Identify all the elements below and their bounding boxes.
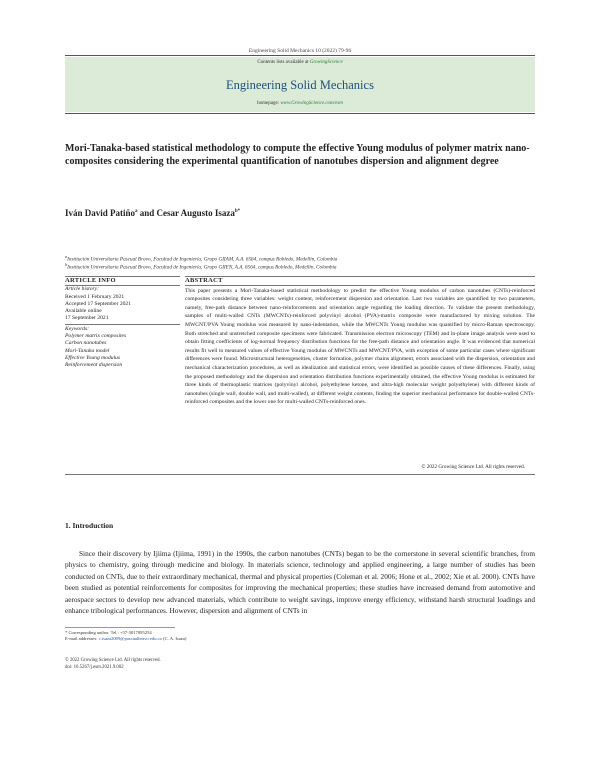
keyword-item: Reinforcement dispersion: [65, 362, 123, 369]
author-2: Cesar Augusto Isaza: [156, 208, 235, 218]
email-label: E-mail addresses:: [65, 636, 99, 642]
history-item: Received 1 February 2021: [65, 293, 125, 300]
footnotes: [65, 630, 535, 643]
journal-title: Engineering Solid Mechanics: [226, 78, 374, 92]
affiliation-b: [65, 262, 535, 271]
affil-b-text: Institución Universitaria Pascual Bravo, Facultad de Ingeniería, Grupo GIIEN, A.A. 6564, campus Robledo, Medellín, Colombia: [67, 264, 337, 271]
email-suffix: (C. A. Isaza): [161, 636, 187, 642]
abstract-bottom-rule: [65, 474, 535, 475]
footer-doi: doi: 10.5267/j.esm.2021.9.002: [65, 664, 124, 670]
author-joiner: and: [137, 208, 157, 218]
keyword-item: Mori-Tanaka model: [65, 347, 110, 354]
homepage-prefix: homepage:: [257, 101, 281, 106]
contents-site-link[interactable]: GrowingScience: [309, 60, 343, 65]
corresponding-author: * Corresponding author. Tel.: +57-3017095254: [65, 630, 152, 635]
abstract: [185, 277, 535, 407]
header-rule: [65, 55, 535, 56]
article-info-heading: ARTICLE INFO: [65, 277, 116, 284]
author-1: Iván David Patiño: [65, 208, 136, 218]
footnote-rule: [65, 627, 175, 628]
author-2-sup: b*: [234, 209, 241, 214]
keyword-item: Polymer matrix composites: [65, 333, 127, 340]
introduction-text: Since their discovery by Ijiima (Ijiima, 1991) in the 1990s, the carbon nanotubes (CNTs) began to be the cornerstone in several scientific branches, from physics to chemistry, going through medicine and biology. In materials science, technology and applied engineering, a large number of studies has been conducted on CNTs, due to their extraordinary mechanical, thermal and physical properties (Coleman et al. 2006; Hone et al., 2002; Xie et al. 2000). CNTs have been studied as potential reinforcements for composites for improving the mechanical properties; these studies have increased demand from automotive and aerospace sectors to develop new advanced materials, which contribute to weight savings, improve energy efficiency, withstand harsh structural loadings and enhance tribological performances. However, dispersion and alignment of CNTs in: [65, 549, 535, 616]
introduction-heading: 1. Introduction: [65, 521, 114, 530]
footer-copyright: © 2022 Growing Science Ltd. All rights reserved.: [65, 658, 161, 663]
keyword-item: Carbon nanotubes: [65, 340, 107, 347]
article-info: [65, 277, 180, 370]
homepage-link[interactable]: www.GrowingScience.com/esm: [280, 101, 343, 106]
history-item: Accepted 17 September 2021: [65, 300, 132, 307]
abstract-copyright: © 2022 Growing Science Ltd. All rights reserved.: [421, 464, 525, 470]
contents-line: [65, 60, 535, 65]
abstract-heading: ABSTRACT: [185, 277, 223, 284]
banner-rule: [65, 113, 535, 114]
authors: [65, 208, 535, 218]
email-link[interactable]: c.isaza2009@pascualbravo.edu.co: [98, 636, 162, 642]
keywords-rule: [65, 324, 180, 325]
homepage-line: [65, 101, 535, 106]
paper-title: Mori-Tanaka-based statistical methodology to compute the effective Young modulus of polymer matrix nano-composites considering the experimental quantification of nanotubes dispersion and alignment degree: [65, 143, 530, 167]
history-item: Available online: [65, 308, 102, 315]
history-item: 17 September 2021: [65, 315, 109, 322]
affil-a-sup: a: [65, 254, 68, 259]
history-label: Article history:: [65, 286, 100, 293]
contents-prefix: Contents lists available at: [257, 60, 310, 65]
journal-citation: Engineering Solid Mechanics 10 (2022) 79-96: [248, 48, 352, 54]
author-1-sup: a: [135, 209, 138, 214]
keywords-label: Keywords:: [65, 325, 90, 332]
keyword-item: Effective Young modulus: [65, 354, 121, 361]
abstract-text: This paper presents a Mori-Tanaka-based statistical methodology to predict the effective Young modulus of carbon nanotubes (CNTs)-reinforced composites considering three variables: weight content, reinforcement dispersion and orientation. Last two variables are quantified by two parameters, namely, free-path distance between nano-reinforcements and orientation angle regarding the loading direction. To validate the present methodology, samples of multi-walled CNTs (MWCNTs)-reinforced polyvinyl alcohol (PVA)-matrix composite were manufactured by mixing solution. The MWCNT/PVA Young modulus was measured by nano-indentation, while the MWCNTs Young modulus was quantified by micro-Raman spectroscopy. Both stretched and unstretched composite specimens were fabricated. Transmission electron microscopy (TEM) and in-plane image analysis were used to obtain fitting coefficients of log-normal frequency distribution functions for the free-path distance and orientation angle. It was evidenced that numerical results fit well to measured values of effective Young modulus of MWCNTs and MWCNT/PVA, with exception of some particular cases where significant differences were found. Microstructural heterogeneities, cluster formation, polymer chains alignment, errors associated with the dispersion, orientation and mechanical characterization procedures, as well as idealization and statistical errors, were identified as possible causes of these differences. Finally, using the proposed methodology and the dispersion and orientation distribution functions experimentally obtained, the effective Young modulus is estimated for three kinds of thermoplastic matrices (polyvinyl alcohol, polyethylene ketone, and ultra-high molecular weight polyethylene) with different kinds of nanotubes (single wall, double wall, and multi-walled), at different weight contents, finding the superior mechanical performance for double-walled CNTs-reinforced composites and the lower one for multi-walled CNTs-reinforced ones.: [185, 287, 535, 406]
affil-a-text: Institución Universitaria Pascual Bravo, Facultad de Ingeniería, Grupo GIIAM, A.A. 6564, campus Robledo, Medellín, Colombia: [67, 256, 338, 263]
email-line: [65, 636, 535, 642]
page-footer: [65, 658, 535, 671]
affil-b-sup: b: [65, 262, 68, 267]
